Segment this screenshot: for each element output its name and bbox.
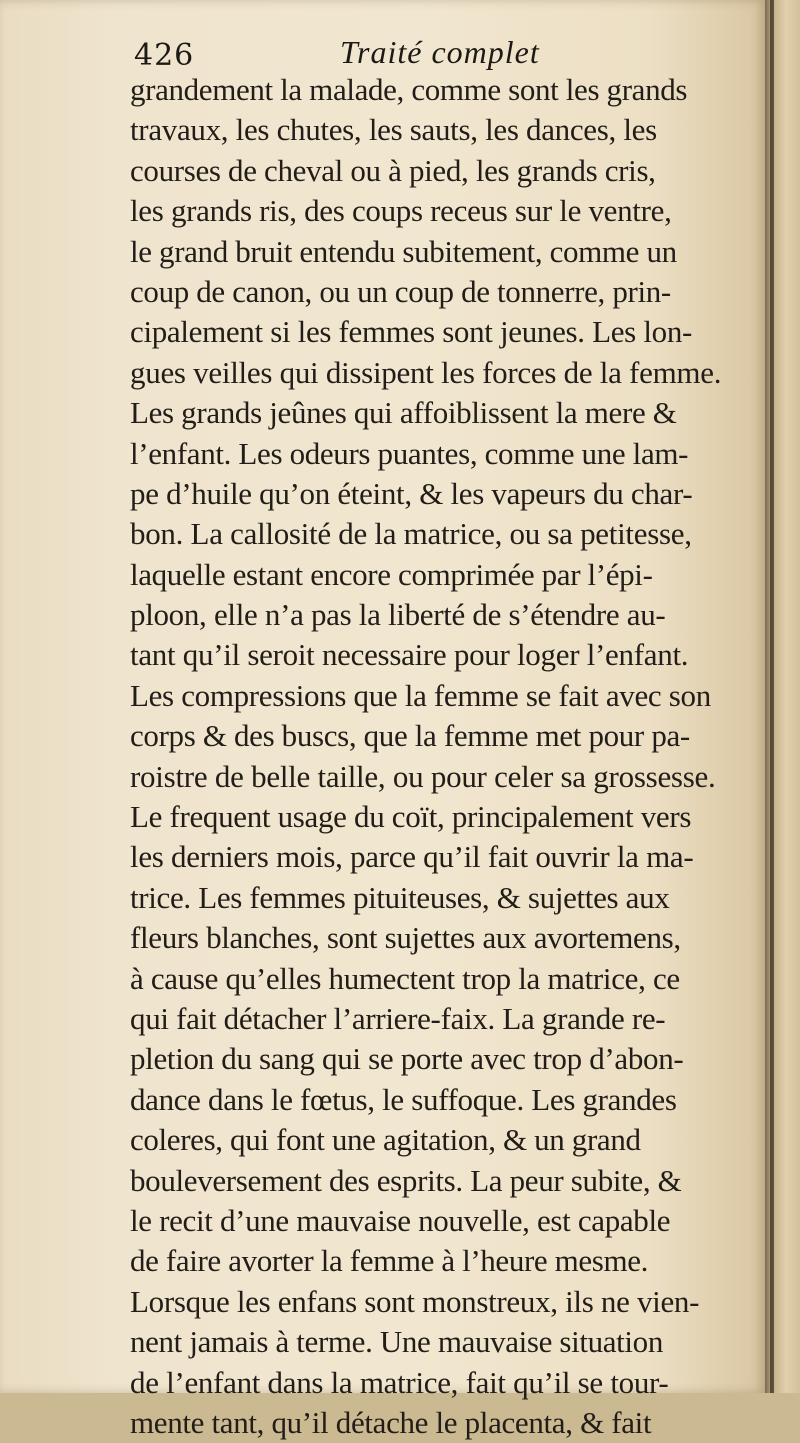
text-line: pe d’huile qu’on éteint, & les vapeurs du char- (130, 475, 693, 511)
text-line: bon. La callosité de la matrice, ou sa petitesse, (130, 516, 692, 552)
text-line: Les compressions que la femme se fait avec son (130, 677, 711, 713)
text-line: Lorsque les enfans sont monstreux, ils ne vien- (130, 1283, 700, 1319)
text-line: coleres, qui font une agitation, & un grand (130, 1122, 641, 1158)
text-line: à cause qu’elles humectent trop la matrice, ce (130, 960, 680, 996)
text-line: nent jamais à terme. Une mauvaise situation (130, 1324, 663, 1360)
text-line: fleurs blanches, sont sujettes aux avortemens, (130, 920, 681, 956)
text-line: corps & des buscs, que la femme met pour pa- (130, 718, 690, 754)
text-line: trice. Les femmes pituiteuses, & sujettes aux (130, 879, 670, 915)
text-line: qui fait détacher l’arriere-faix. La grande re- (130, 1000, 666, 1036)
body-text (130, 70, 790, 1443)
text-line: mente tant, qu’il détache le placenta, & fait (130, 1404, 652, 1440)
text-line: tant qu’il seroit necessaire pour loger l’enfant. (130, 637, 689, 673)
text-line: ploon, elle n’a pas la liberté de s’étendre au- (130, 597, 666, 633)
text-line: les derniers mois, parce qu’il fait ouvrir la ma- (130, 839, 694, 875)
text-line: courses de cheval ou à pied, les grands cris, (130, 152, 656, 188)
text-line: laquelle estant encore comprimée par l’épi- (130, 556, 653, 592)
running-title: Traité complet (340, 34, 540, 70)
text-line: roistre de belle taille, ou pour celer sa grossesse. (130, 758, 716, 794)
text-line: le grand bruit entendu subitement, comme un (130, 233, 677, 269)
text-line: dance dans le fœtus, le suffoque. Les grandes (130, 1081, 677, 1117)
text-line: bouleversement des esprits. La peur subite, & (130, 1162, 682, 1198)
page-number: 426 (134, 38, 195, 73)
text-line: de l’enfant dans la matrice, fait qu’il se tour- (130, 1364, 669, 1400)
text-line: les grands ris, des coups receus sur le ventre, (130, 193, 672, 229)
text-line: pletion du sang qui se porte avec trop d’abon- (130, 1041, 684, 1077)
text-line: travaux, les chutes, les sauts, les dances, les (130, 112, 657, 148)
text-line: grandement la malade, comme sont les grands (130, 72, 688, 107)
text-line: cipalement si les femmes sont jeunes. Les lon- (130, 314, 693, 350)
text-line: le recit d’une mauvaise nouvelle, est capable (130, 1202, 671, 1238)
text-line: gues veilles qui dissipent les forces de la femme. (130, 354, 722, 390)
text-line: l’enfant. Les odeurs puantes, comme une lam- (130, 435, 689, 471)
text-line: de faire avorter la femme à l’heure mesme. (130, 1243, 649, 1279)
text-line: Le frequent usage du coït, principalement vers (130, 799, 692, 835)
text-line: Les grands jeûnes qui affoiblissent la mere & (130, 395, 677, 431)
text-line: coup de canon, ou un coup de tonnerre, prin- (130, 273, 671, 309)
